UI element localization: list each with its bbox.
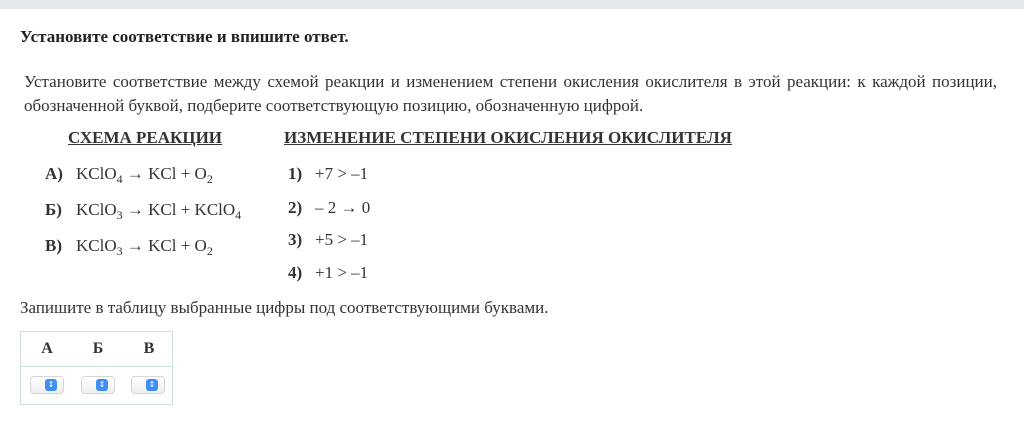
change-row-4 <box>288 263 368 283</box>
change-value: +7 > –1 <box>315 164 369 183</box>
change-number: 2) <box>288 198 303 217</box>
reaction-letter: А) <box>45 164 63 183</box>
answer-header-a: А <box>41 340 53 357</box>
reaction-letter: Б) <box>45 200 62 219</box>
reaction-formula: KClO$_3$ → KCl + $O_2$ <box>76 236 213 258</box>
change-row-1 <box>288 164 368 184</box>
answer-header-b: Б <box>92 340 104 357</box>
answer-select-a[interactable] <box>30 376 64 394</box>
task-instructions: Установите соответствие между схемой реакции и изменением степени окисления окислителя в этой реакции: к каждой позиции, обозначенной буквой, подберите соответствующую позицию, обозначенную цифрой. <box>24 72 997 115</box>
reaction-letter: В) <box>45 236 62 255</box>
change-number: 3) <box>288 230 303 249</box>
oxidation-change-header: ИЗМЕНЕНИЕ СТЕПЕНИ ОКИСЛЕНИЯ ОКИСЛИТЕЛЯ <box>284 128 732 147</box>
select-arrows-icon: ⇕ <box>146 379 158 391</box>
reaction-row-a <box>45 164 213 184</box>
top-bar <box>0 0 1024 9</box>
reaction-row-b <box>45 200 241 220</box>
answer-prompt: Запишите в таблицу выбранные цифры под соответствующими буквами. <box>20 298 549 317</box>
change-row-2 <box>288 198 370 218</box>
answer-select-b[interactable] <box>81 376 115 394</box>
change-value: +1 > –1 <box>315 263 369 282</box>
change-row-3 <box>288 230 368 250</box>
reaction-formula: KClO$_3$ → KCl + KClO$_4$ <box>76 200 242 222</box>
answer-table-header <box>21 332 172 367</box>
change-number: 4) <box>288 263 303 282</box>
change-value: – 2 → 0 <box>315 198 371 217</box>
select-arrows-icon: ⇕ <box>45 379 57 391</box>
task-title: Установите соответствие и впишите ответ. <box>20 27 349 46</box>
reaction-row-c <box>45 236 213 256</box>
reaction-formula: KClO$_4$ → KCl + $O_2$ <box>76 164 213 186</box>
change-value: +5 > –1 <box>315 230 369 249</box>
answer-table <box>20 331 173 405</box>
answer-header-c: В <box>143 340 155 357</box>
change-number: 1) <box>288 164 303 183</box>
select-arrows-icon: ⇕ <box>96 379 108 391</box>
answer-select-c[interactable] <box>131 376 165 394</box>
reaction-scheme-header: СХЕМА РЕАКЦИИ <box>68 128 223 147</box>
